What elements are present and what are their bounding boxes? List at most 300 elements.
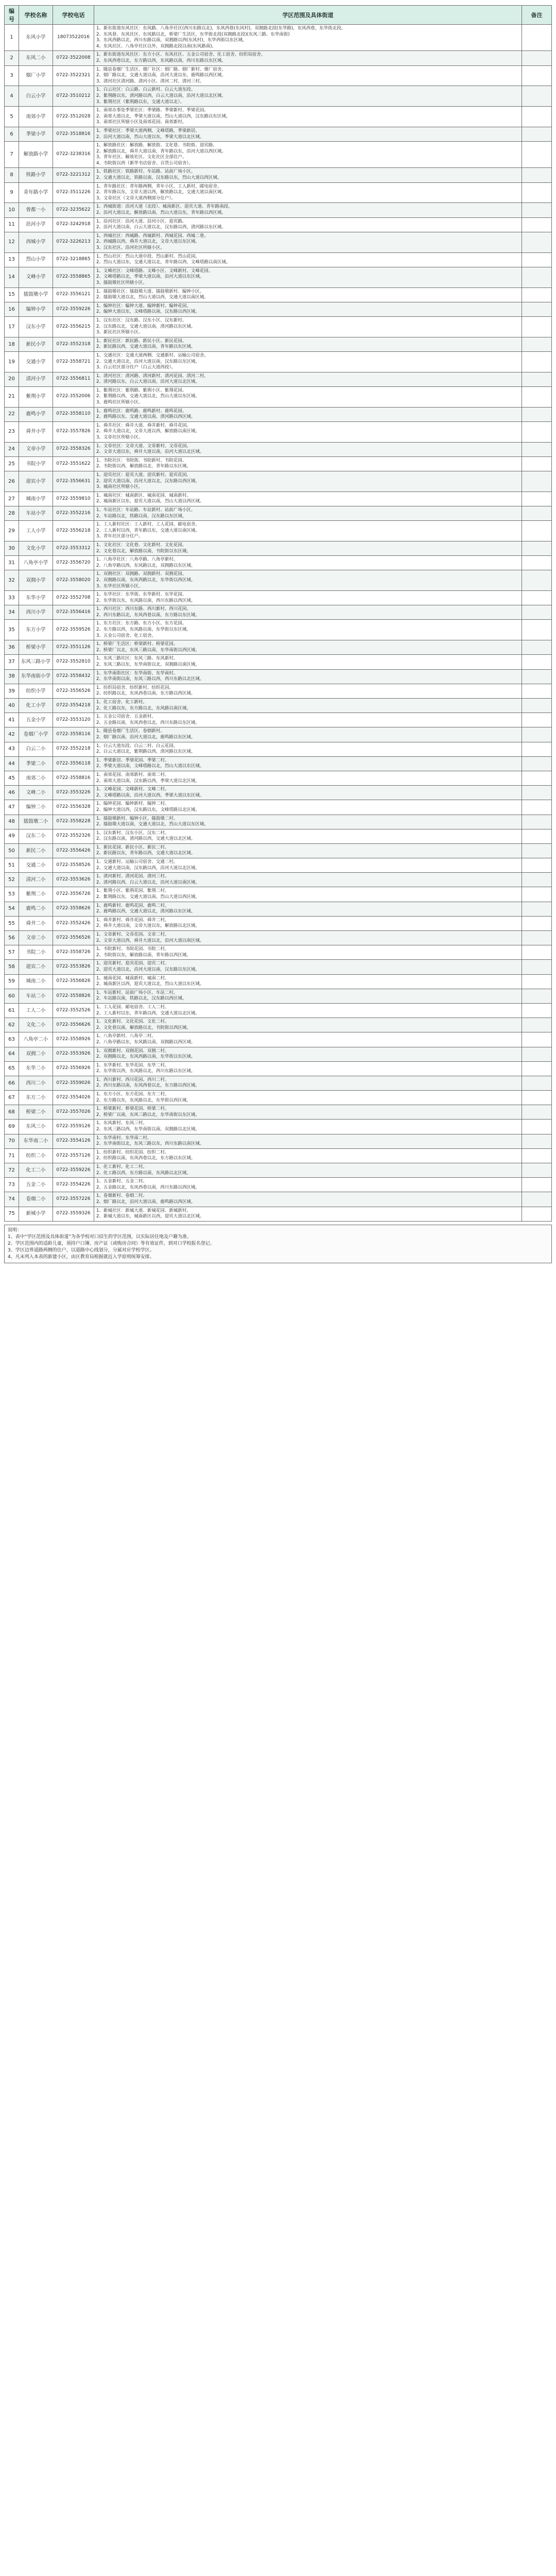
table-row (5, 684, 552, 698)
table-header-row (5, 6, 552, 25)
cell-district-area (94, 771, 522, 785)
district-line: 1、城南社区：城南新区、城南花园、城南新村。 (96, 493, 191, 498)
cell-num: 66 (5, 1076, 19, 1090)
table-row (5, 232, 552, 252)
district-line: 1、鹿鸣新村、鹿鸣花园、鹿鸣二村。 (96, 903, 169, 908)
cell-school-name: 白云小学 (19, 86, 53, 107)
notes-line: 3、学区边界道路两侧的住户，以道路中心线划分，分属对应学校学区。 (8, 1247, 154, 1253)
cell-school-name: 五金小学 (19, 713, 53, 727)
cell-district-area (94, 65, 522, 86)
table-row (5, 203, 552, 217)
district-line: 2、新城大道以东，城南新区以西，迎宾大道以北区域。 (96, 1214, 204, 1219)
cell-school-tel: 0722-3556526 (53, 684, 94, 698)
district-line: 1、书院社区：书院街、书院新村、书院花园。 (96, 457, 187, 463)
cell-school-tel: 0722-3556218 (53, 521, 94, 541)
district-line: 2、工人新村以东，青年路以西，交通大道以北区域。 (96, 1010, 200, 1016)
cell-district-area (94, 829, 522, 843)
cell-district-area (94, 442, 522, 456)
table-row (5, 858, 552, 873)
cell-school-tel: 0722-3518816 (53, 127, 94, 141)
table-row (5, 521, 552, 541)
cell-school-name: 书院二小 (19, 945, 53, 960)
cell-school-name: 迎宾小学 (19, 471, 53, 492)
district-line: 1、清河新村、清河花园、清河三村。 (96, 874, 169, 879)
cell-school-name: 季梁小学 (19, 127, 53, 141)
cell-school-tel: 0722-3557226 (53, 1192, 94, 1207)
cell-school-tel: 0722-3221312 (53, 168, 94, 182)
district-line: 1、沿河社区：沿河大道、沿河小区、迎宾路。 (96, 218, 187, 224)
cell-district-area (94, 407, 522, 421)
cell-school-tel: 0722-3552426 (53, 916, 94, 930)
district-line: 2、西城路以西，舜井大道以北，文帝大道以东区域。 (96, 239, 200, 245)
cell-school-name: 化工小学 (19, 699, 53, 713)
cell-school-tel: 0722-3559126 (53, 1120, 94, 1134)
district-line: 1、鹿鸣社区：鹿鸣路、鹿鸣新村、鹿鸣花园。 (96, 408, 187, 414)
cell-note (522, 142, 552, 168)
cell-note (522, 541, 552, 555)
district-line: 2、迎宾大道以南，沿河大道以北，汉东路以西区域。 (96, 478, 200, 484)
cell-school-name: 文帝二小 (19, 931, 53, 945)
cell-note (522, 442, 552, 456)
table-row (5, 386, 552, 407)
cell-school-name: 东华二小 (19, 1061, 53, 1076)
district-line: 2、东风三路以东，东华南街以北，双拥路以南区域。 (96, 662, 200, 668)
table-row (5, 86, 552, 107)
cell-note (522, 556, 552, 570)
cell-num: 48 (5, 815, 19, 829)
table-row (5, 182, 552, 203)
cell-num: 13 (5, 252, 19, 267)
cell-school-name: 新民二小 (19, 843, 53, 858)
cell-note (522, 756, 552, 771)
table-row (5, 829, 552, 843)
cell-note (522, 1061, 552, 1076)
cell-school-name: 清河二小 (19, 873, 53, 887)
table-row (5, 541, 552, 555)
cell-school-tel: 0722-3522321 (53, 65, 94, 86)
cell-school-tel: 0722-3558110 (53, 407, 94, 421)
cell-district-area (94, 620, 522, 640)
district-line: 2、交通大道以北，铁路以南，汉东路以东，烈山大道以西区域。 (96, 175, 222, 181)
district-line: 1、纺织新村、纺织花园、纺织二村。 (96, 1149, 169, 1155)
cell-district-area (94, 1061, 522, 1076)
cell-num: 26 (5, 471, 19, 492)
cell-note (522, 302, 552, 316)
district-line: 1、新城社区：新城大道、新城花园、新城新村。 (96, 1208, 191, 1213)
district-line: 1、化工新村、化工二村。 (96, 1164, 147, 1170)
cell-district-area (94, 506, 522, 520)
cell-school-name: 车站小学 (19, 506, 53, 520)
cell-note (522, 252, 552, 267)
cell-school-tel: 0722-3556121 (53, 287, 94, 302)
district-line: 2、桥梁厂以北，东风三路以南，东华南街以西区域。 (96, 647, 200, 653)
cell-school-name: 文帝小学 (19, 442, 53, 456)
cell-num: 75 (5, 1207, 19, 1221)
district-line: 2、西川东路以南，东风西巷以北，东方路以西区域。 (96, 1083, 200, 1089)
cell-note (522, 471, 552, 492)
district-line: 3、城南社区所辖小区。 (96, 484, 143, 490)
cell-school-name: 化工二小 (19, 1163, 53, 1178)
cell-school-name: 西川二小 (19, 1076, 53, 1090)
district-line: 1、文化社区：文化巷、文化新村、文化花园。 (96, 542, 187, 548)
district-line: 2、紫荆路以西，交通大道以北，烈山大道以东区域。 (96, 394, 200, 399)
cell-school-name: 南郊二小 (19, 771, 53, 785)
cell-school-tel: 0722-3551622 (53, 456, 94, 471)
table-row (5, 591, 552, 605)
cell-school-tel: 0722-3558626 (53, 902, 94, 916)
cell-school-tel: 0722-3242918 (53, 217, 94, 232)
district-line: 1、交通新村、运输公司宿舍、交通二村。 (96, 859, 178, 865)
cell-school-name: 城南小学 (19, 492, 53, 506)
district-line: 2、八角亭路以西，东风路以北，双拥路以东区域。 (96, 563, 196, 568)
cell-school-tel: 0722-3522008 (53, 51, 94, 65)
cell-note (522, 86, 552, 107)
cell-note (522, 267, 552, 287)
cell-num: 20 (5, 372, 19, 386)
cell-district-area (94, 217, 522, 232)
cell-school-name: 文化二小 (19, 1018, 53, 1032)
cell-num: 6 (5, 127, 19, 141)
cell-num: 28 (5, 506, 19, 520)
cell-school-name: 鹿鸣小学 (19, 407, 53, 421)
cell-school-name: 鹿鸣二小 (19, 902, 53, 916)
table-row (5, 916, 552, 930)
cell-school-tel: 0722-3558326 (53, 442, 94, 456)
cell-school-name: 文峰二小 (19, 786, 53, 800)
cell-district-area (94, 756, 522, 771)
district-line: 2、车站路以北，铁路以南，汉东路以东区域。 (96, 513, 187, 519)
cell-note (522, 1091, 552, 1105)
district-line: 3、青年社区部分住户。 (96, 534, 143, 539)
cell-school-tel: 0722-3235622 (53, 203, 94, 217)
cell-district-area (94, 556, 522, 570)
cell-district-area (94, 203, 522, 217)
cell-note (522, 217, 552, 232)
district-line: 2、舜井大道以北，文帝大道以西，解放路以南区域。 (96, 429, 200, 434)
cell-num: 21 (5, 386, 19, 407)
cell-school-tel: 0722-3552318 (53, 337, 94, 351)
cell-num: 72 (5, 1163, 19, 1178)
table-row (5, 902, 552, 916)
district-line: 2、西川东路以北，东风西巷以南，东方路以东区域。 (96, 612, 200, 618)
cell-school-tel: 18073522016 (53, 25, 94, 51)
district-line: 1、季梁新居、季梁花园、季梁二村。 (96, 757, 169, 763)
table-row (5, 786, 552, 800)
table-row (5, 316, 552, 337)
table-row (5, 974, 552, 989)
cell-note (522, 506, 552, 520)
cell-note (522, 713, 552, 727)
district-line: 2、紫荆路以东，交通大道以南，烈山大道以西区域。 (96, 894, 200, 900)
district-line: 1、文峰花园、文峰新村、文峰二村。 (96, 787, 169, 792)
district-line: 1、东风新村、东风三村。 (96, 1121, 147, 1126)
cell-district-area (94, 1192, 522, 1207)
district-line: 1、南郊办事处季梁社区：季梁路、季梁新村、季梁花园。 (96, 108, 208, 113)
cell-num: 65 (5, 1061, 19, 1076)
cell-num: 15 (5, 287, 19, 302)
cell-note (522, 232, 552, 252)
table-row (5, 506, 552, 520)
cell-note (522, 1003, 552, 1018)
district-line: 1、车站社区：车站路、车站新村、站前广场小区。 (96, 507, 196, 513)
cell-school-name: 双拥小学 (19, 570, 53, 591)
district-line: 1、交通社区：交通大道两侧、交通新村、运输公司宿舍。 (96, 352, 208, 358)
cell-district-area (94, 1003, 522, 1018)
table-row (5, 65, 552, 86)
district-line: 2、工人新村以西，青年路以东，交通大道以南区域。 (96, 528, 200, 533)
district-line: 2、清河路以西，白云大道以北，沿河大道以南区域。 (96, 879, 200, 885)
district-line: 2、文化巷以南，解放路以北，书院街以西区域。 (96, 1025, 191, 1030)
cell-school-tel: 0722-3556526 (53, 931, 94, 945)
district-line: 2、双拥路以北，东风西路以南，东华街以东区域。 (96, 1054, 196, 1060)
cell-district-area (94, 471, 522, 492)
table-row (5, 337, 552, 351)
cell-num: 29 (5, 521, 19, 541)
cell-district-area (94, 873, 522, 887)
cell-note (522, 620, 552, 640)
table-row (5, 1163, 552, 1178)
district-line: 2、东华南街以南，东风三路以西，西川东路以北区域。 (96, 676, 204, 682)
cell-school-name: 烈山小学 (19, 252, 53, 267)
district-line: 1、卷烟新村、卷烟二村。 (96, 1193, 147, 1199)
notes-line: 1、表中“学区范围及具体街道”为各学校对口招生的学区范围，以实际居住地及户籍为准。 (8, 1234, 192, 1240)
district-line: 2、东华南街以北，东风三路以东，西川东路以南区域。 (96, 1141, 204, 1147)
table-row (5, 556, 552, 570)
district-line: 1、八角亭社区：八角亭路、八角亭新村。 (96, 557, 178, 563)
cell-note (522, 591, 552, 605)
district-line: 1、紫荆小区、紫荆花园、紫荆二村。 (96, 888, 169, 894)
cell-school-name: 西城小学 (19, 232, 53, 252)
notes-line: 4、凡未列入本表的新建小区，由区教育局根据就近入学原则统筹安排。 (8, 1254, 154, 1260)
cell-school-tel: 0722-3558020 (53, 570, 94, 591)
district-line: 2、新民路以西，交通大道以南，青年路以东区域。 (96, 344, 196, 350)
cell-school-name: 白云二小 (19, 742, 53, 756)
header-school-name: 学校名称 (19, 6, 53, 25)
cell-school-tel: 0722-3556726 (53, 887, 94, 902)
district-line: 2、纺织路以南，东风西巷以北，东方路以东区域。 (96, 1156, 196, 1161)
cell-school-name: 清河小学 (19, 372, 53, 386)
district-line: 3、南郊社区所辖小区及南郊花园、南郊新村。 (96, 120, 187, 125)
cell-district-area (94, 945, 522, 960)
cell-school-name: 工人小学 (19, 521, 53, 541)
cell-num: 44 (5, 756, 19, 771)
cell-school-name: 舜井小学 (19, 421, 53, 442)
district-line: 1、纺织局宿舍、纺织新村、纺织花园。 (96, 685, 173, 690)
cell-num: 71 (5, 1148, 19, 1163)
cell-school-tel: 0722-3238316 (53, 142, 94, 168)
cell-num: 47 (5, 800, 19, 815)
cell-note (522, 351, 552, 372)
cell-school-tel: 0722-3557026 (53, 1105, 94, 1120)
cell-num: 43 (5, 742, 19, 756)
district-line: 2、舜井大道以南，文帝大道以东，解放路以北区域。 (96, 923, 200, 929)
cell-note (522, 786, 552, 800)
table-row (5, 756, 552, 771)
cell-school-name: 南郊小学 (19, 107, 53, 127)
cell-num: 5 (5, 107, 19, 127)
district-line: 1、东华南街社区：东华南街、东华南村。 (96, 670, 178, 676)
cell-note (522, 960, 552, 974)
table-row (5, 1120, 552, 1134)
district-line: 1、季梁社区：季梁大道两侧，文峰塔路，季梁新居。 (96, 128, 200, 133)
table-row (5, 620, 552, 640)
table-row (5, 372, 552, 386)
cell-num: 4 (5, 86, 19, 107)
cell-num: 10 (5, 203, 19, 217)
cell-school-tel: 0722-3554126 (53, 1134, 94, 1148)
cell-note (522, 1192, 552, 1207)
district-line: 2、汉东路以北，交通大道以南，清河路以东区域。 (96, 324, 196, 329)
cell-district-area (94, 337, 522, 351)
table-row (5, 605, 552, 620)
district-line: 2、烟厂路以北，沿河大道以南，鹿鸣路以西区域。 (96, 1199, 196, 1205)
cell-note (522, 51, 552, 65)
cell-note (522, 800, 552, 815)
cell-school-tel: 0722-3559526 (53, 620, 94, 640)
district-line: 2、五金路以南，东风西巷以北，西川东路以东区域。 (96, 720, 200, 725)
cell-num: 50 (5, 843, 19, 858)
district-line: 1、编钟社区：编钟大道、编钟新村、编钟花园。 (96, 303, 191, 309)
district-line: 1、东华社区：东华街、东华新村、东华花园。 (96, 592, 187, 598)
district-line: 1、八角亭新村、八角亭二村。 (96, 1033, 156, 1039)
district-line: 2、擂鼓墩大道以北，烈山大道以西，交通大道以南区域。 (96, 295, 208, 300)
cell-note (522, 337, 552, 351)
table-row (5, 142, 552, 168)
cell-school-name: 城南二小 (19, 974, 53, 989)
district-line: 3、汉东社区、沿河社区所辖小区。 (96, 245, 165, 250)
cell-school-tel: 0722-3559810 (53, 492, 94, 506)
cell-district-area (94, 287, 522, 302)
cell-school-name: 铁路小学 (19, 168, 53, 182)
table-row (5, 127, 552, 141)
cell-num: 63 (5, 1032, 19, 1047)
cell-district-area (94, 713, 522, 727)
cell-school-tel: 0722-3559226 (53, 1163, 94, 1178)
cell-district-area (94, 521, 522, 541)
table-row (5, 655, 552, 669)
cell-note (522, 843, 552, 858)
cell-school-name: 烟厂小学 (19, 65, 53, 86)
cell-school-tel: 0722-3558526 (53, 858, 94, 873)
cell-num: 49 (5, 829, 19, 843)
district-line: 1、五金新村、五金二村。 (96, 1179, 147, 1184)
district-line: 1、文化新村、文化花园、文化二村。 (96, 1019, 169, 1025)
district-line: 1、清河社区：清河路、清河新村、清河花园、清河二村。 (96, 373, 208, 379)
district-line: 1、编钟花园、编钟新村、编钟二村。 (96, 801, 169, 807)
district-line: 1、工人花园、邮电宿舍、工人二村。 (96, 1004, 169, 1010)
notes-line: 2、学区范围内的适龄儿童，须持户口簿、房产证（或购房合同）等有效证件，到对口学校报名登记。 (8, 1241, 215, 1246)
district-line: 1、汉东社区：汉东路、汉东小区、汉东新村。 (96, 317, 187, 323)
district-line: 1、白云大道东段、白云二村、白云花园。 (96, 743, 178, 749)
table-row (5, 742, 552, 756)
cell-school-tel: 0722-3556426 (53, 843, 94, 858)
header-num: 编号 (5, 6, 19, 25)
cell-note (522, 605, 552, 620)
cell-school-tel: 0722-3553826 (53, 960, 94, 974)
cell-school-tel: 0722-3558116 (53, 727, 94, 742)
district-line: 1、文峰社区：文峰塔路、文峰小区、文峰新村、文峰花园。 (96, 268, 213, 274)
cell-num: 41 (5, 713, 19, 727)
cell-num: 32 (5, 570, 19, 591)
cell-school-name: 新民小学 (19, 337, 53, 351)
table-row (5, 1032, 552, 1047)
district-line: 1、舜井社区：舜井大道、舜井新村、舜井花园。 (96, 422, 191, 428)
district-line: 2、城南新区以西，迎宾大道以北，烈山大道以东区域。 (96, 981, 204, 987)
cell-num: 17 (5, 316, 19, 337)
cell-school-tel: 0722-3556826 (53, 974, 94, 989)
cell-num: 2 (5, 51, 19, 65)
cell-district-area (94, 127, 522, 141)
cell-note (522, 1120, 552, 1134)
cell-district-area (94, 786, 522, 800)
district-line: 2、文帝大道以东，舜井大道以南，沿河大道以北区域。 (96, 449, 204, 455)
cell-note (522, 407, 552, 421)
district-line: 1、紫荆社区：紫荆路、紫荆小区、紫荆花园。 (96, 387, 187, 393)
table-row (5, 1105, 552, 1120)
notes-title: 说明： (8, 1227, 22, 1233)
district-line: 2、书院街以西，解放路以北，青年路以东区域。 (96, 464, 191, 469)
cell-school-tel: 0722-3554226 (53, 1178, 94, 1192)
cell-note (522, 1134, 552, 1148)
cell-num: 55 (5, 916, 19, 930)
cell-note (522, 669, 552, 684)
cell-school-tel: 0722-3557126 (53, 1148, 94, 1163)
cell-num: 19 (5, 351, 19, 372)
district-line: 1、铁路社区：铁路新村、车站路、站前广场小区。 (96, 169, 196, 175)
cell-note (522, 1018, 552, 1032)
table-row (5, 640, 552, 655)
cell-num: 40 (5, 699, 19, 713)
cell-num: 27 (5, 492, 19, 506)
district-line: 2、烟厂路以南，沿河大道以北，鹿鸣路以东区域。 (96, 734, 196, 740)
cell-school-tel: 0722-3559326 (53, 1207, 94, 1221)
table-row (5, 1134, 552, 1148)
cell-district-area (94, 727, 522, 742)
cell-num: 39 (5, 684, 19, 698)
district-line: 1、东华新村、东华花园、东华二村。 (96, 1062, 169, 1068)
district-line: 3、东风西路以北，西川东路以南，双拥路以西(东风村)，东华西街以东区域。 (96, 38, 247, 43)
cell-district-area (94, 815, 522, 829)
cell-num: 68 (5, 1105, 19, 1120)
cell-num: 30 (5, 541, 19, 555)
cell-school-name: 八角亭小学 (19, 556, 53, 570)
cell-num: 14 (5, 267, 19, 287)
district-line: 2、新民路以东，青年路以西，交通大道以北区域。 (96, 851, 196, 856)
district-line: 2、汉东路以南，清河路以西，交通大道以北区域。 (96, 836, 196, 842)
district-line: 2、鹿鸣路以东，交通大道以南，清河路以西区域。 (96, 414, 196, 420)
table-row (5, 1047, 552, 1061)
cell-school-tel: 0722-3552526 (53, 1003, 94, 1018)
cell-school-tel: 0722-3554026 (53, 1091, 94, 1105)
cell-note (522, 974, 552, 989)
district-line: 1、迎宾新村、迎宾花园、迎宾二村。 (96, 961, 169, 967)
cell-num: 46 (5, 786, 19, 800)
cell-school-tel: 0722-3559026 (53, 1076, 94, 1090)
district-line: 2、八角亭路以东，东风路以南，双拥路以西区域。 (96, 1039, 196, 1045)
cell-district-area (94, 1076, 522, 1090)
cell-note (522, 858, 552, 873)
school-district-table (4, 5, 552, 1222)
table-row (5, 887, 552, 902)
cell-note (522, 1148, 552, 1163)
district-line: 3、鹿鸣社区所辖小区。 (96, 400, 143, 405)
cell-district-area (94, 902, 522, 916)
cell-school-tel: 0722-3556118 (53, 756, 94, 771)
cell-school-name: 东风三小 (19, 1120, 53, 1134)
table-row (5, 1178, 552, 1192)
cell-school-tel: 0722-3226213 (53, 232, 94, 252)
table-row (5, 570, 552, 591)
